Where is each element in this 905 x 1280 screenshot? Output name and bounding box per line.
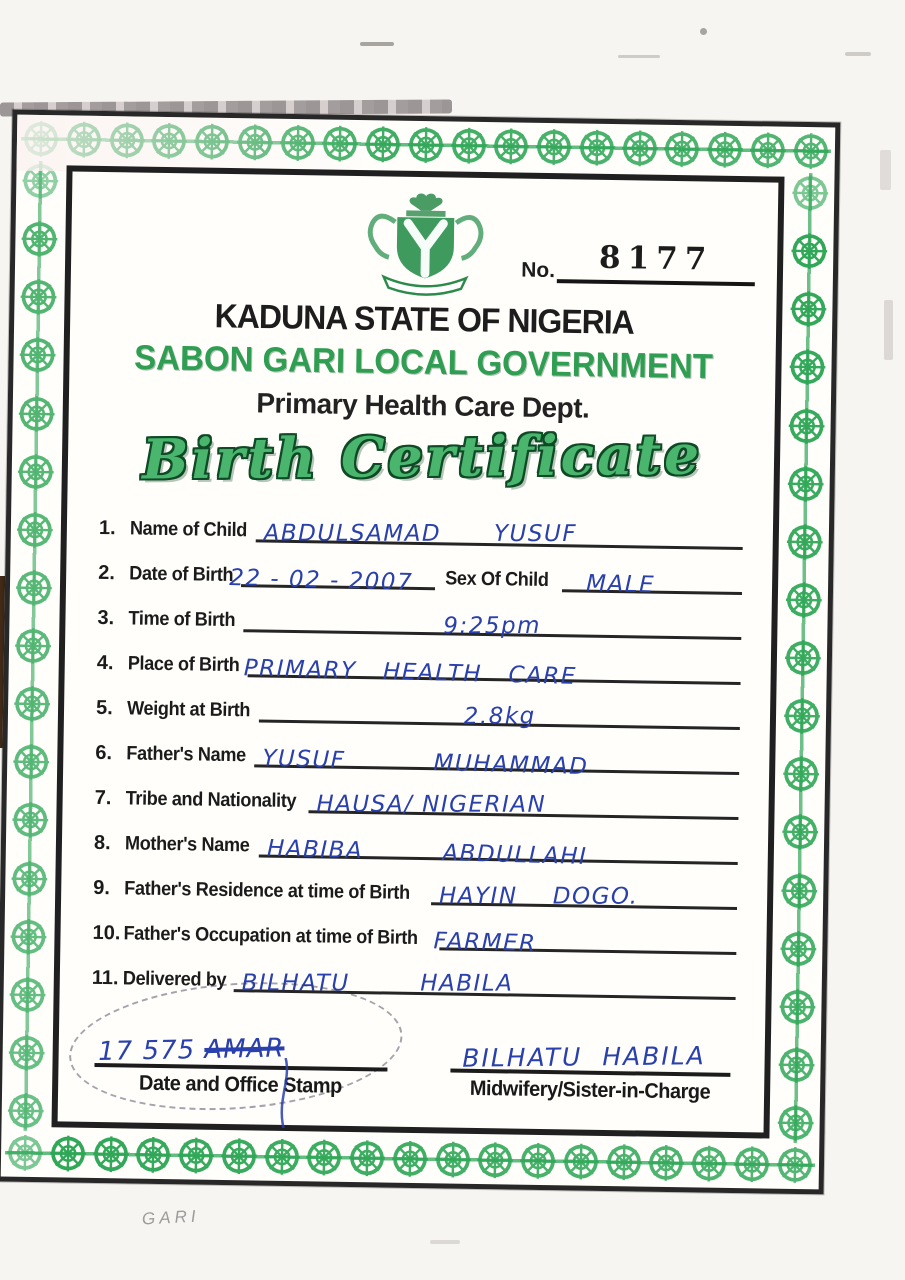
field-number: 6.: [95, 741, 113, 765]
stamp-scribble: [98, 1033, 285, 1067]
rosette-medallion-icon: [106, 120, 147, 161]
decorative-border-top: [21, 117, 832, 174]
rosette-medallion-icon: [406, 125, 447, 166]
rosette-medallion-icon: [6, 1032, 47, 1073]
scan-speck: [360, 42, 394, 46]
rosette-medallion-icon: [12, 684, 53, 725]
form-fields: [92, 496, 744, 1001]
field-line: [228, 540, 436, 596]
rosette-medallion-icon: [9, 858, 50, 899]
stamp-scribble-date: 17 575: [97, 1034, 205, 1068]
field-number: 1.: [98, 516, 116, 540]
rosette-medallion-icon: [390, 1139, 431, 1180]
rosette-medallion-icon: [304, 1137, 345, 1178]
rosette-medallion-icon: [784, 580, 825, 621]
signature-line: [451, 1027, 732, 1077]
field-label: Date of Birth: [129, 562, 234, 587]
field-number: 2.: [98, 561, 116, 585]
rosette-medallion-icon: [19, 219, 60, 260]
field-label: Father's Occupation at time of Birth: [123, 922, 418, 949]
handwritten-value: HAUSA/ NIGERIAN: [316, 791, 547, 818]
rosette-medallion-icon: [561, 1141, 602, 1182]
rosette-medallion-icon: [785, 463, 826, 504]
rosette-medallion-icon: [784, 521, 825, 562]
field-label: Tribe and Nationality: [125, 787, 297, 813]
scan-speck: [884, 300, 893, 360]
rosette-medallion-icon: [475, 1140, 516, 1181]
rosette-medallion-icon: [790, 173, 831, 214]
rosette-medallion-icon: [783, 638, 824, 679]
scan-speck: [618, 55, 660, 58]
rosette-medallion-icon: [363, 124, 404, 165]
rosette-medallion-icon: [20, 161, 61, 202]
midwife-signature-block: [450, 1027, 731, 1105]
rosette-medallion-icon: [90, 1134, 131, 1175]
midwife-signature: BILHATU HABILA: [462, 1041, 707, 1073]
rosette-medallion-icon: [15, 509, 56, 550]
rosette-medallion-icon: [732, 1144, 773, 1185]
handwritten-value: PRIMARY HEALTH CARE: [243, 655, 578, 690]
pencil-note: GARI: [141, 1206, 200, 1229]
rosette-medallion-icon: [320, 123, 361, 164]
rosette-medallion-icon: [347, 1138, 388, 1179]
rosette-medallion-icon: [789, 231, 830, 272]
field-label: Place of Birth: [127, 652, 240, 677]
handwritten-value: FARMER: [433, 928, 538, 957]
rosette-medallion-icon: [491, 126, 532, 167]
field-line: [259, 810, 739, 871]
stamp-scribble-crossed: AMAR: [204, 1033, 285, 1065]
rosette-medallion-icon: [48, 1133, 89, 1174]
handwritten-value: HABIBA ABDULLAHI: [266, 835, 588, 871]
rosette-medallion-icon: [277, 123, 318, 164]
field-label: Name of Child: [129, 517, 248, 542]
handwritten-value: BILHATU HABILA: [241, 970, 514, 997]
stamp-label: Date and Office Stamp: [138, 1071, 343, 1098]
rosette-medallion-icon: [748, 130, 789, 171]
certificate-sheet: [51, 165, 784, 1138]
rosette-medallion-icon: [16, 393, 57, 434]
rosette-medallion-icon: [17, 335, 58, 376]
field-label: Weight at Birth: [126, 697, 251, 722]
rosette-medallion-icon: [7, 974, 48, 1015]
rosette-medallion-icon: [646, 1143, 687, 1184]
rosette-medallion-icon: [21, 119, 62, 160]
nigeria-coat-of-arms-icon: [351, 190, 501, 300]
rosette-medallion-icon: [577, 127, 618, 168]
document-title: Birth Certificate: [141, 421, 703, 492]
signature-line: [94, 1021, 387, 1072]
rosette-medallion-icon: [15, 451, 56, 492]
field-label: Time of Birth: [128, 607, 236, 632]
rosette-medallion-icon: [63, 119, 104, 160]
field-number: 3.: [97, 606, 115, 630]
field-number: 9.: [93, 876, 111, 900]
rosette-medallion-icon: [432, 1139, 473, 1180]
certificate-number-label: No.: [521, 258, 556, 283]
rosette-medallion-icon: [448, 125, 489, 166]
field-number: 11.: [91, 966, 119, 990]
rosette-medallion-icon: [782, 696, 823, 737]
rosette-medallion-icon: [689, 1143, 730, 1184]
rosette-medallion-icon: [780, 812, 821, 853]
rosette-medallion-icon: [788, 289, 829, 330]
rosette-medallion-icon: [603, 1142, 644, 1183]
field-number: 4.: [96, 651, 114, 675]
field-line: [431, 858, 738, 910]
rosette-medallion-icon: [10, 800, 51, 841]
rosette-medallion-icon: [14, 567, 55, 608]
field-number: 10.: [92, 921, 121, 945]
field-number: 5.: [95, 696, 113, 720]
rosette-medallion-icon: [235, 122, 276, 163]
scan-speck: [430, 1240, 460, 1244]
scan-speck: [880, 150, 891, 190]
certificate-number-block: [521, 239, 755, 287]
state-title: KADUNA STATE OF NIGERIA: [214, 296, 635, 342]
handwritten-value: ABDULSAMAD YUSUF: [263, 520, 578, 548]
field-label: Father's Residence at time of Birth: [124, 877, 410, 904]
rosette-medallion-icon: [705, 129, 746, 170]
rosette-medallion-icon: [774, 1145, 815, 1186]
rosette-medallion-icon: [13, 626, 54, 667]
rosette-medallion-icon: [778, 928, 819, 969]
rosette-medallion-icon: [8, 916, 49, 957]
decorative-border-bottom: [5, 1131, 816, 1188]
rosette-medallion-icon: [662, 129, 703, 170]
rosette-medallion-icon: [18, 277, 59, 318]
certificate-number-line: [557, 239, 756, 286]
handwritten-value: MALE: [585, 570, 656, 599]
rosette-medallion-icon: [176, 1135, 217, 1176]
scan-speck: [700, 28, 707, 35]
rosette-medallion-icon: [192, 121, 233, 162]
rosette-medallion-icon: [775, 1103, 816, 1144]
handwritten-value: 22 - 02 - 2007: [228, 564, 414, 596]
rosette-medallion-icon: [777, 986, 818, 1027]
rosette-medallion-icon: [534, 127, 575, 168]
handwritten-value: HAYIN DOGO.: [439, 883, 639, 910]
department-title: Primary Health Care Dept.: [256, 387, 590, 424]
rosette-medallion-icon: [219, 1136, 260, 1177]
rosette-medallion-icon: [619, 128, 660, 169]
field-line: [562, 545, 743, 599]
midwife-label: Midwifery/Sister-in-Charge: [469, 1076, 711, 1104]
handwritten-value: 9:25pm: [443, 612, 541, 640]
rosette-medallion-icon: [5, 1133, 46, 1174]
date-office-stamp-block: [94, 1021, 388, 1100]
rosette-medallion-icon: [781, 754, 822, 795]
rosette-medallion-icon: [790, 131, 831, 172]
rosette-medallion-icon: [149, 121, 190, 162]
certificate-number-value: 8177: [598, 239, 714, 278]
handwritten-value: YUSUF MUHAMMAD: [262, 745, 590, 781]
field-label: Father's Name: [126, 742, 246, 767]
rosette-medallion-icon: [5, 1091, 46, 1132]
field-label: Mother's Name: [124, 832, 250, 857]
handwritten-value: 2.8kg: [463, 703, 536, 730]
signature-section: [90, 1021, 735, 1105]
local-government-title: SABON GARI LOCAL GOVERNMENT: [133, 337, 714, 386]
rosette-medallion-icon: [786, 405, 827, 446]
rosette-medallion-icon: [518, 1141, 559, 1182]
scan-speck: [845, 52, 871, 56]
rosette-medallion-icon: [11, 742, 52, 783]
field-label: Delivered by: [122, 967, 227, 991]
rosette-medallion-icon: [133, 1135, 174, 1176]
rosette-medallion-icon: [261, 1137, 302, 1178]
rosette-medallion-icon: [787, 347, 828, 388]
rosette-medallion-icon: [776, 1045, 817, 1086]
field-line: [234, 945, 737, 1000]
rosette-medallion-icon: [779, 870, 820, 911]
field-number: 8.: [93, 831, 111, 855]
field-line: [433, 903, 737, 957]
field-delivered-by: [92, 946, 737, 1001]
field-number: 7.: [94, 786, 112, 810]
field-label-sex-of-child: Sex Of Child: [444, 567, 549, 592]
birth-certificate: [0, 110, 840, 1195]
